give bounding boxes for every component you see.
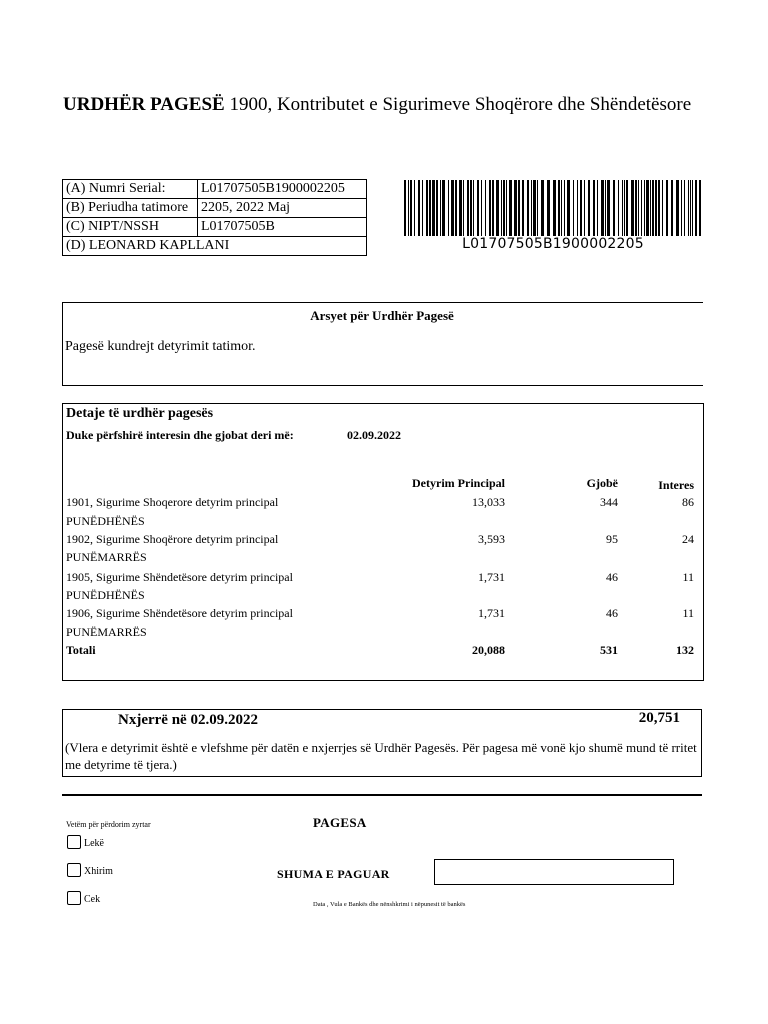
info-row xyxy=(63,180,367,199)
row-1905-interes: 11 xyxy=(682,570,694,584)
barcode-bar xyxy=(527,180,529,236)
barcode-bar xyxy=(541,180,544,236)
row-1902-interes: 24 xyxy=(682,532,694,546)
barcode-bar xyxy=(518,180,520,236)
info-row xyxy=(63,199,367,218)
row-1902-sub: PUNËMARRËS xyxy=(66,550,147,564)
row-1905-principal: 1,731 xyxy=(478,570,505,584)
barcode-bar xyxy=(644,180,645,236)
serial-label: (A) Numri Serial: xyxy=(63,180,198,199)
barcode-bar xyxy=(558,180,560,236)
total-label: Totali xyxy=(66,643,96,657)
barcode-bar xyxy=(588,180,590,236)
row-1901-principal: 13,033 xyxy=(472,495,505,509)
barcode-bar xyxy=(414,180,415,236)
barcode-bar xyxy=(533,180,536,236)
title-bold: URDHËR PAGESË xyxy=(63,94,225,115)
barcode-text: L01707505B1900002205 xyxy=(462,236,644,252)
barcode-bar xyxy=(584,180,585,236)
barcode-bar xyxy=(641,180,642,236)
barcode-bar xyxy=(622,180,623,236)
barcode-bar xyxy=(455,180,457,236)
reasons-title: Arsyet për Urdhër Pagesë xyxy=(310,308,454,323)
details-date: 02.09.2022 xyxy=(347,428,401,442)
row-1902-gjobe: 95 xyxy=(606,532,618,546)
barcode-bar xyxy=(607,180,610,236)
issued-note: (Vlera e detyrimit është e vlefshme për datën e nxjerrjes së Urdhër Pagesës. Për pagesa më vonë kjo shumë mund të rritet me detyrime të tjera.) xyxy=(65,740,697,772)
row-1902-desc: 1902, Sigurime Shoqërore detyrim principal xyxy=(66,532,279,546)
row-1901-desc: 1901, Sigurime Shoqerore detyrim principal xyxy=(66,495,279,509)
payment-heading: PAGESA xyxy=(313,815,367,830)
barcode-bar xyxy=(567,180,570,236)
barcode-bar xyxy=(635,180,637,236)
barcode-bar xyxy=(506,180,507,236)
barcode-bar xyxy=(676,180,679,236)
barcode-bar xyxy=(695,180,697,236)
row-1901-sub: PUNËDHËNËS xyxy=(66,514,145,528)
official-use-label: Vetëm për përdorim zyrtar xyxy=(66,820,151,829)
barcode-bar xyxy=(470,180,472,236)
barcode-bar xyxy=(485,180,486,236)
barcode-bar xyxy=(577,180,578,236)
barcode-bar xyxy=(509,180,512,236)
row-1906-principal: 1,731 xyxy=(478,606,505,620)
barcode-bar xyxy=(477,180,479,236)
serial-value: L01707505B1900002205 xyxy=(198,180,367,199)
taxpayer-name: (D) LEONARD KAPLLANI xyxy=(63,237,367,256)
barcode-bar xyxy=(503,180,505,236)
info-table xyxy=(62,179,367,256)
barcode-bar xyxy=(655,180,657,236)
row-1905-gjobe: 46 xyxy=(606,570,618,584)
barcode-bar xyxy=(422,180,423,236)
title-rest: 1900, Kontributet e Sigurimeve Shoqërore dhe Shëndetësore xyxy=(224,94,692,115)
issued-amount: 20,751 xyxy=(638,710,680,726)
barcode-bar xyxy=(473,180,474,236)
barcode-bar xyxy=(646,180,649,236)
barcode-bar xyxy=(662,180,663,236)
info-row xyxy=(63,237,367,256)
barcode-bar xyxy=(404,180,406,236)
section-divider xyxy=(62,794,702,796)
row-1906-gjobe: 46 xyxy=(606,606,618,620)
document-title xyxy=(63,92,703,117)
barcode-bar xyxy=(690,180,691,236)
barcode-bar xyxy=(652,180,654,236)
barcode-bar xyxy=(624,180,625,236)
barcode-bar xyxy=(408,180,409,236)
barcode-bar xyxy=(514,180,517,236)
row-1905-desc: 1905, Sigurime Shëndetësore detyrim principal xyxy=(66,570,293,584)
barcode-bar xyxy=(626,180,628,236)
barcode-bar xyxy=(618,180,619,236)
barcode-bar xyxy=(496,180,499,236)
barcode-bar xyxy=(692,180,693,236)
barcode-bar xyxy=(564,180,565,236)
barcode-bar xyxy=(666,180,668,236)
barcode-image xyxy=(404,180,702,236)
barcode-bar xyxy=(432,180,435,236)
barcode-bar xyxy=(481,180,482,236)
row-1906-desc: 1906, Sigurime Shëndetësore detyrim principal xyxy=(66,606,293,620)
barcode-bar xyxy=(501,180,502,236)
barcode-bar xyxy=(593,180,595,236)
barcode-bar xyxy=(547,180,550,236)
barcode-bar xyxy=(440,180,441,236)
row-1901-interes: 86 xyxy=(682,495,694,509)
total-gjobe: 531 xyxy=(600,643,618,657)
col-interes-header: Interes xyxy=(658,478,694,492)
leke-label: Lekë xyxy=(84,838,104,849)
barcode-bar xyxy=(580,180,582,236)
xhirim-label: Xhirim xyxy=(84,866,113,877)
barcode-bar xyxy=(442,180,445,236)
barcode-bar xyxy=(459,180,462,236)
barcode-bar xyxy=(650,180,651,236)
row-1906-interes: 11 xyxy=(682,606,694,620)
barcode-bar xyxy=(688,180,689,236)
barcode-bar xyxy=(573,180,574,236)
barcode-bar xyxy=(605,180,606,236)
barcode-bar xyxy=(638,180,639,236)
barcode-bar xyxy=(426,180,428,236)
barcode-bar xyxy=(531,180,532,236)
barcode-bar xyxy=(658,180,660,236)
barcode-bar xyxy=(492,180,494,236)
details-subtitle: Duke përfshirë interesin dhe gjobat deri më: xyxy=(66,428,294,442)
row-1901-gjobe: 344 xyxy=(600,495,618,509)
nipt-value: L01707505B xyxy=(198,218,367,237)
row-1902-principal: 3,593 xyxy=(478,532,505,546)
barcode-bar xyxy=(553,180,556,236)
barcode-bar xyxy=(429,180,431,236)
barcode-bar xyxy=(684,180,685,236)
total-principal: 20,088 xyxy=(472,643,505,657)
barcode-bar xyxy=(418,180,420,236)
bank-signature-note: Data , Vula e Bankës dhe nënshkrimi i nëpunesit të bankës xyxy=(313,901,466,908)
period-label: (B) Periudha tatimore xyxy=(63,199,198,218)
nipt-label: (C) NIPT/NSSH xyxy=(63,218,198,237)
barcode-bar xyxy=(561,180,562,236)
barcode-bar xyxy=(681,180,682,236)
total-interes: 132 xyxy=(676,643,694,657)
amount-paid-field[interactable] xyxy=(434,859,674,885)
barcode-bar xyxy=(448,180,449,236)
barcode-bar xyxy=(489,180,491,236)
col-principal-header: Detyrim Principal xyxy=(412,476,505,490)
barcode-bar xyxy=(631,180,634,236)
period-value: 2205, 2022 Maj xyxy=(198,199,367,218)
barcode-bar xyxy=(467,180,469,236)
row-1905-sub: PUNËDHËNËS xyxy=(66,588,145,602)
barcode-bar xyxy=(699,180,701,236)
barcode-bar xyxy=(410,180,412,236)
col-gjobe-header: Gjobë xyxy=(586,476,618,490)
details-title: Detaje të urdhër pagesës xyxy=(66,406,214,421)
barcode-bar xyxy=(597,180,598,236)
barcode-bar xyxy=(613,180,615,236)
cek-checkbox[interactable] xyxy=(67,891,81,905)
barcode-bar xyxy=(537,180,538,236)
row-1906-sub: PUNËMARRËS xyxy=(66,625,147,639)
info-row xyxy=(63,218,367,237)
leke-checkbox[interactable] xyxy=(67,835,81,849)
barcode-bar xyxy=(436,180,438,236)
xhirim-checkbox[interactable] xyxy=(67,863,81,877)
amount-paid-label: SHUMA E PAGUAR xyxy=(277,867,390,881)
issued-label: Nxjerrë në 02.09.2022 xyxy=(118,712,258,728)
barcode-bar xyxy=(451,180,454,236)
cek-label: Cek xyxy=(84,894,101,905)
reasons-text: Pagesë kundrejt detyrimit tatimor. xyxy=(65,339,256,354)
barcode-bar xyxy=(463,180,464,236)
barcode-bar xyxy=(671,180,673,236)
barcode-bar xyxy=(601,180,604,236)
barcode-bar xyxy=(522,180,524,236)
